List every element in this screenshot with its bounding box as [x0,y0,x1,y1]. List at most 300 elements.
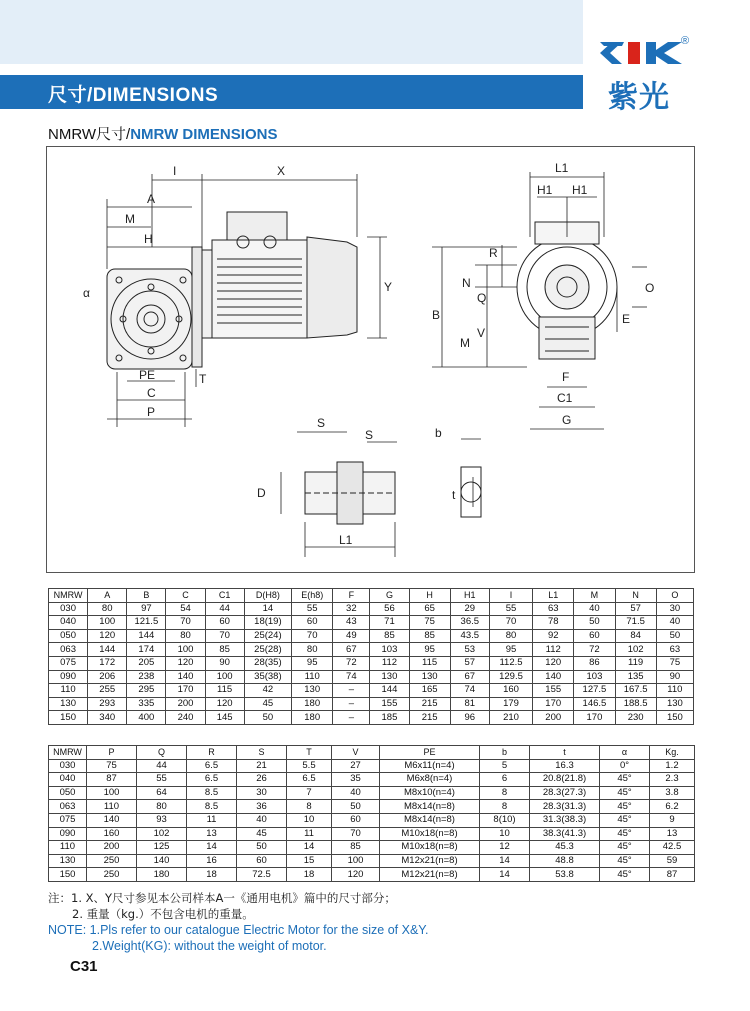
table-row [49,602,694,616]
section-subtitle [48,123,277,144]
table-cell: 135 [615,670,656,684]
lbl-C: C [147,386,156,400]
table-cell: 20.8(21.8) [530,773,600,787]
table-cell: 8.5 [187,800,237,814]
table-cell: 10 [287,813,332,827]
table-cell: 95 [292,656,333,670]
table-cell: 250 [87,868,137,882]
table-cell: 31.3(38.3) [530,813,600,827]
brand-logo [598,35,690,115]
table-cell: 335 [127,697,166,711]
table-cell: 140 [166,670,205,684]
table-cell: 120 [332,868,380,882]
table-cell: 6.5 [287,773,332,787]
table-cell: 063 [49,800,87,814]
lbl-b: b [435,426,442,440]
table-cell: 040 [49,773,87,787]
table-cell: M8x10(n=4) [380,786,480,800]
lbl-V: V [477,326,486,340]
table-cell: 125 [137,841,187,855]
table-cell: 5.5 [287,759,332,773]
column-header: C1 [205,589,244,603]
table-cell: M12x21(n=8) [380,854,480,868]
table-cell: 40 [237,813,287,827]
table-cell: 170 [574,711,615,725]
table-cell: 81 [450,697,489,711]
table-cell: 210 [489,711,532,725]
table-cell: 90 [656,670,693,684]
lbl-X: X [277,164,286,178]
table-cell: 13 [187,827,237,841]
table-cell: 74 [333,670,370,684]
table-cell: 80 [489,629,532,643]
table-cell: 120 [166,656,205,670]
table-row [49,827,695,841]
table-cell: 150 [49,711,88,725]
table-cell: 55 [489,602,532,616]
table-cell: 160 [489,684,532,698]
table-cell: 5 [480,759,530,773]
lbl-P: P [147,405,156,419]
table-cell: 18 [187,868,237,882]
table-cell: 53.8 [530,868,600,882]
table-row [49,786,695,800]
lbl-D: D [257,486,266,500]
table-cell: M10x18(n=8) [380,827,480,841]
table-row [49,800,695,814]
table-cell: 57 [615,602,656,616]
table2-body [49,759,695,881]
table-cell: 50 [332,800,380,814]
table-cell: 55 [292,602,333,616]
table-row [49,656,694,670]
table-row [49,697,694,711]
table-cell: 67 [450,670,489,684]
table-cell: 14 [187,841,237,855]
table-cell: 112 [370,656,409,670]
technical-drawing [46,146,695,573]
table-row [49,643,694,657]
table-cell: 97 [127,602,166,616]
column-header: A [88,589,127,603]
table-cell: 100 [205,670,244,684]
column-header: C [166,589,205,603]
table-cell: 112 [533,643,574,657]
table-cell: 130 [292,684,333,698]
table-cell: 8 [480,786,530,800]
note-cn-1: 注：1. X、Y尺寸参见本公司样本A一《通用电机》篇中的尺寸部分； [48,891,396,905]
table-cell: M6x11(n=4) [380,759,480,773]
table-cell: 43 [333,616,370,630]
table-cell: 29 [450,602,489,616]
table-cell: 140 [87,813,137,827]
table-cell: 100 [332,854,380,868]
table-cell: 85 [205,643,244,657]
lbl-A: A [147,192,156,206]
column-header: I [489,589,532,603]
table-cell: 54 [166,602,205,616]
table-cell: 200 [166,697,205,711]
table-cell: M12x21(n=8) [380,868,480,882]
lbl-L1: L1 [555,161,569,175]
table-cell: 56 [370,602,409,616]
table-cell: 14 [287,841,332,855]
title-bar [0,75,583,109]
table-cell: 71.5 [615,616,656,630]
table-cell: 25(28) [244,643,291,657]
table-cell: 38.3(41.3) [530,827,600,841]
table-cell: 40 [332,786,380,800]
table-cell: 11 [287,827,332,841]
lbl-Q: Q [477,291,487,305]
table-cell: 65 [409,602,450,616]
table-cell: 86 [574,656,615,670]
table1-header-row [49,589,694,603]
lbl-H: H [144,232,153,246]
table-cell: 295 [127,684,166,698]
header-band [0,0,583,64]
table-cell: 0° [600,759,650,773]
lbl-M: M [125,212,135,226]
table-cell: 30 [656,602,693,616]
table-cell: 103 [574,670,615,684]
table-cell: 64 [137,786,187,800]
table-cell: 30 [237,786,287,800]
table-cell: 80 [292,643,333,657]
table-cell: 2.3 [650,773,695,787]
table-cell: 74 [450,684,489,698]
table-cell: 85 [409,629,450,643]
table-cell: 63 [533,602,574,616]
table-cell: 115 [205,684,244,698]
column-header: H1 [450,589,489,603]
table-cell: 16 [187,854,237,868]
dimension-table-1 [48,588,694,725]
table-cell: 35(38) [244,670,291,684]
dimension-table-2 [48,745,695,882]
table-cell: 167.5 [615,684,656,698]
lbl-E: E [622,312,631,326]
table-cell: 250 [87,854,137,868]
column-header: t [530,746,600,760]
table-cell: 8 [480,800,530,814]
table-cell: 72.5 [237,868,287,882]
column-header: O [656,589,693,603]
table-cell: 28(35) [244,656,291,670]
table-cell: 206 [88,670,127,684]
table-cell: 030 [49,759,87,773]
table-cell: 75 [656,656,693,670]
table-cell: – [333,697,370,711]
table-cell: 70 [205,629,244,643]
lbl-N: N [462,276,471,290]
table-cell: 145 [205,711,244,725]
lbl-alpha: α [83,286,90,300]
table-row [49,629,694,643]
column-header: G [370,589,409,603]
table-cell: 090 [49,827,87,841]
table-cell: 18 [287,868,332,882]
table-cell: 180 [137,868,187,882]
column-header: S [237,746,287,760]
table-cell: 95 [409,643,450,657]
table-cell: 075 [49,813,87,827]
table-cell: 160 [87,827,137,841]
table-cell: 121.5 [127,616,166,630]
table-row [49,616,694,630]
table-cell: 144 [370,684,409,698]
table-cell: 090 [49,670,88,684]
column-header: N [615,589,656,603]
table-cell: 60 [237,854,287,868]
lbl-t: t [452,488,456,502]
lbl-PE: PE [139,368,156,382]
table-cell: 71 [370,616,409,630]
table-cell: 150 [656,711,693,725]
table-row [49,868,695,882]
table-cell: 59 [650,854,695,868]
table-cell: M8x14(n=8) [380,813,480,827]
lbl-R: R [489,246,498,260]
table-cell: 53 [450,643,489,657]
table-cell: 120 [88,629,127,643]
table-cell: 35 [332,773,380,787]
table-cell: 112.5 [489,656,532,670]
table-cell: 60 [574,629,615,643]
table-cell: 36 [237,800,287,814]
table-cell: 70 [332,827,380,841]
table-cell: 293 [88,697,127,711]
column-header: α [600,746,650,760]
lbl-I: I [173,164,177,178]
table-cell: 255 [88,684,127,698]
table-cell: 36.5 [450,616,489,630]
table-cell: 1.2 [650,759,695,773]
column-header: V [332,746,380,760]
table-cell: 78 [533,616,574,630]
table-cell: 93 [137,813,187,827]
table-cell: 102 [615,643,656,657]
table-cell: 12 [480,841,530,855]
table-cell: 25(24) [244,629,291,643]
table-cell: 45° [600,854,650,868]
table-cell: 400 [127,711,166,725]
table-cell: 45° [600,786,650,800]
table-cell: 110 [49,841,87,855]
table-cell: 170 [533,697,574,711]
column-header: NMRW [49,746,87,760]
table-row [49,759,695,773]
table-cell: 28.3(27.3) [530,786,600,800]
table-cell: 45 [237,827,287,841]
table-cell: 26 [237,773,287,787]
table-cell: 32 [333,602,370,616]
table-row [49,773,695,787]
table-cell: 127.5 [574,684,615,698]
table-cell: 70 [166,616,205,630]
table-cell: 14 [480,854,530,868]
column-header: T [287,746,332,760]
table-cell: 13 [650,827,695,841]
table-cell: 102 [137,827,187,841]
table-cell: 140 [137,854,187,868]
table-cell: – [333,711,370,725]
table-cell: 146.5 [574,697,615,711]
table-cell: 8(10) [480,813,530,827]
table-cell: 60 [332,813,380,827]
table-cell: 60 [205,616,244,630]
table-cell: 8.5 [187,786,237,800]
table-cell: 48.8 [530,854,600,868]
table-cell: 050 [49,786,87,800]
table-cell: 50 [237,841,287,855]
logo-registered: ® [681,35,690,47]
table-cell: 55 [137,773,187,787]
table-cell: 103 [370,643,409,657]
table-cell: 80 [88,602,127,616]
table-cell: 230 [615,711,656,725]
table-row [49,854,695,868]
table-cell: 215 [409,711,450,725]
note-en-1: NOTE: 1.Pls refer to our catalogue Electric Motor for the size of X&Y. [48,923,429,937]
column-header: R [187,746,237,760]
drawing-svg [47,147,696,574]
table-cell: 75 [87,759,137,773]
table-cell: 90 [205,656,244,670]
lbl-O: O [645,281,655,295]
column-header: L1 [533,589,574,603]
table-cell: 340 [88,711,127,725]
logo-mark-icon [598,38,690,68]
table-cell: 165 [409,684,450,698]
table-cell: 6 [480,773,530,787]
lbl-H1-right: H1 [572,183,588,197]
table-cell: 70 [489,616,532,630]
table-row [49,711,694,725]
column-header: P [87,746,137,760]
table-cell: 15 [287,854,332,868]
table-cell: 130 [49,854,87,868]
table-cell: 238 [127,670,166,684]
table-cell: 115 [409,656,450,670]
table-cell: 120 [205,697,244,711]
table-cell: 100 [87,786,137,800]
table-cell: 40 [656,616,693,630]
table-cell: 9 [650,813,695,827]
column-header: Kg. [650,746,695,760]
table-cell: 110 [656,684,693,698]
table-cell: 170 [166,684,205,698]
note-cn-2: 2. 重量（kg.）不包含电机的重量。 [72,907,254,921]
table-cell: 174 [127,643,166,657]
table-cell: 43.5 [450,629,489,643]
lbl-S-1: S [317,416,326,430]
lbl-T: T [199,372,207,386]
table-cell: 040 [49,616,88,630]
table-cell: 45° [600,813,650,827]
table-cell: 44 [137,759,187,773]
table-cell: 49 [333,629,370,643]
table-cell: 6.2 [650,800,695,814]
table-cell: 92 [533,629,574,643]
table-cell: 84 [615,629,656,643]
table-cell: 63 [656,643,693,657]
column-header: D(H8) [244,589,291,603]
column-header: E(h8) [292,589,333,603]
table-cell: 7 [287,786,332,800]
table-cell: 075 [49,656,88,670]
table-cell: 85 [370,629,409,643]
front-view-motor [202,212,357,338]
table-cell: 27 [332,759,380,773]
table-cell: 110 [292,670,333,684]
subtitle-cn: NMRW尺寸/ [48,126,131,143]
table-cell: 11 [187,813,237,827]
lbl-F: F [562,370,570,384]
table-cell: 45° [600,800,650,814]
table-cell: 40 [574,602,615,616]
table1-body [49,602,694,724]
lbl-Y: Y [384,280,393,294]
lbl-H1-left: H1 [537,183,553,197]
table-cell: 70 [292,629,333,643]
column-header: M [574,589,615,603]
table-cell: 50 [244,711,291,725]
table-cell: 87 [650,868,695,882]
table-cell: 100 [166,643,205,657]
lbl-G: G [562,413,572,427]
table-cell: 85 [332,841,380,855]
table-cell: M6x8(n=4) [380,773,480,787]
column-header: PE [380,746,480,760]
column-header: F [333,589,370,603]
table-cell: 96 [450,711,489,725]
table-cell: 14 [480,868,530,882]
note-en-2: 2.Weight(KG): without the weight of motor. [92,939,327,953]
page-title: 尺寸/DIMENSIONS [48,85,219,106]
table-cell: 030 [49,602,88,616]
table-cell: 120 [533,656,574,670]
lbl-C1: C1 [557,391,573,405]
table-cell: 3.8 [650,786,695,800]
table-cell: 110 [87,800,137,814]
column-header: H [409,589,450,603]
table-cell: 6.5 [187,759,237,773]
front-view-gearbox [107,247,202,369]
table-cell: 80 [166,629,205,643]
table-cell: 50 [656,629,693,643]
table-cell: 95 [489,643,532,657]
table2-header-row [49,746,695,760]
table-cell: 119 [615,656,656,670]
table-cell: 200 [533,711,574,725]
table-cell: 100 [88,616,127,630]
subtitle-en: NMRW DIMENSIONS [130,126,278,143]
table-cell: 18(19) [244,616,291,630]
table-cell: 144 [88,643,127,657]
table-cell: 72 [574,643,615,657]
table-cell: 050 [49,629,88,643]
column-header: b [480,746,530,760]
column-header: Q [137,746,187,760]
table-cell: 8 [287,800,332,814]
table-cell: 45.3 [530,841,600,855]
column-header: NMRW [49,589,88,603]
lbl-L1-shaft: L1 [339,533,353,547]
table-cell: 155 [370,697,409,711]
table-cell: 188.5 [615,697,656,711]
table-cell: 205 [127,656,166,670]
